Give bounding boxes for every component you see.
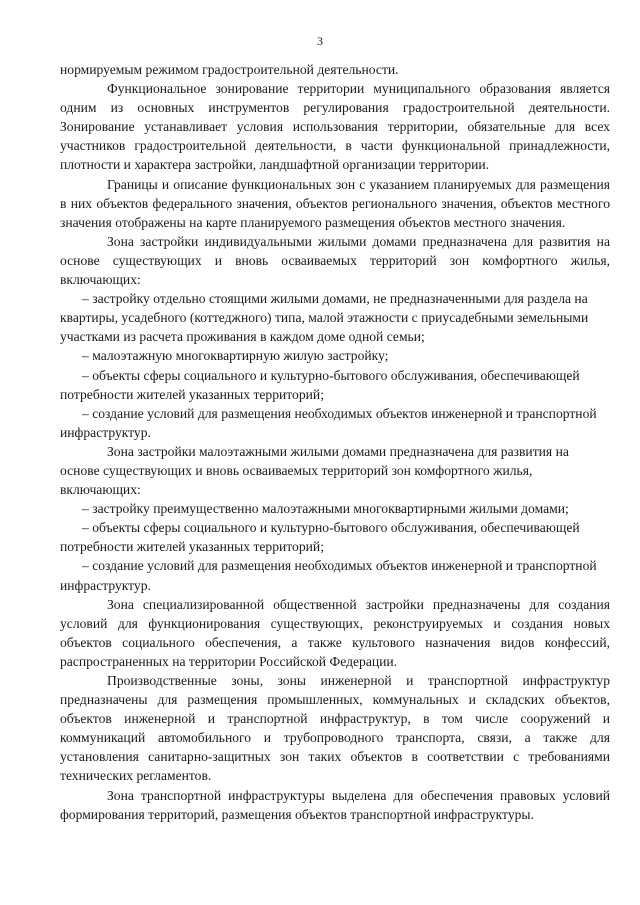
paragraph-lowrise-housing-zone: Зона застройки малоэтажными жилыми домами предназначена для развития на основе существующих и вновь осваиваемых территорий зон комфортного жилья, включающих: <box>60 443 569 498</box>
document-body <box>60 60 610 824</box>
list-item: – объекты сферы социального и культурно-бытового обслуживания, обеспечивающей потребности жителей указанных территорий; <box>60 520 580 555</box>
paragraph-public-zone: Зона специализированной общественной застройки предназначены для создания условий для функционирования существующих, реконструируемых и создания новых объектов социального обеспечения, а также культового назначения видов конфессий, распространенных на территории Российской Федерации. <box>60 596 610 669</box>
list-item: – малоэтажную многоквартирную жилую застройку; <box>82 348 389 364</box>
paragraph-individual-housing-zone: Зона застройки индивидуальными жилыми домами предназначена для развития на основе существующих и вновь осваиваемых территорий зон комфортного жилья, включающих: <box>60 233 610 288</box>
list-item: – застройку отдельно стоящими жилыми домами, не предназначенными для раздела на квартиры, усадебного (коттеджного) типа, малой этажности с приусадебными земельными участками из расчета проживания в каждом доме одной семьи; <box>60 291 589 345</box>
paragraph-continuation: нормируемым режимом градостроительной деятельности. <box>60 62 399 77</box>
list-item: – объекты сферы социального и культурно-бытового обслуживания, обеспечивающей потребности жителей указанных территорий; <box>60 367 580 402</box>
list-item: – создание условий для размещения необходимых объектов инженерной и транспортной инфраструктур. <box>60 405 597 440</box>
list-item: – застройку преимущественно малоэтажными многоквартирными жилыми домами; <box>82 501 569 517</box>
paragraph-zone-boundaries: Границы и описание функциональных зон с указанием планируемых для размещения в них объектов федерального значения, объектов регионального значения, объектов местного значения отображены на карте планируемого размещения объектов местного значения. <box>60 176 610 230</box>
paragraph-functional-zoning: Функциональное зонирование территории муниципального образования является одним из основных инструментов регулирования градостроительной деятельности. Зонирование устанавливает условия использования территории, обязательные для всех участников градостроительной деятельности, в части функциональной принадлежности, плотности и характера застройки, ландшафтной организации территории. <box>60 81 610 173</box>
paragraph-production-zones: Производственные зоны, зоны инженерной и транспортной инфраструктур предназначены для размещения промышленных, коммунальных и складских объектов, объектов инженерной и транспортной инфраструктур, в том числе сооружений и коммуникаций автомобильного и трубопроводного транспорта, связи, а также для установления санитарно-защитных зон таких объектов в соответствии с требованиями технических регламентов. <box>60 673 610 784</box>
list-item: – создание условий для размещения необходимых объектов инженерной и транспортной инфраструктур. <box>60 558 597 593</box>
page-number: 3 <box>317 34 323 48</box>
paragraph-transport-zone: Зона транспортной инфраструктуры выделена для обеспечения правовых условий формирования территорий, размещения объектов транспортной инфраструктуры. <box>60 787 610 822</box>
